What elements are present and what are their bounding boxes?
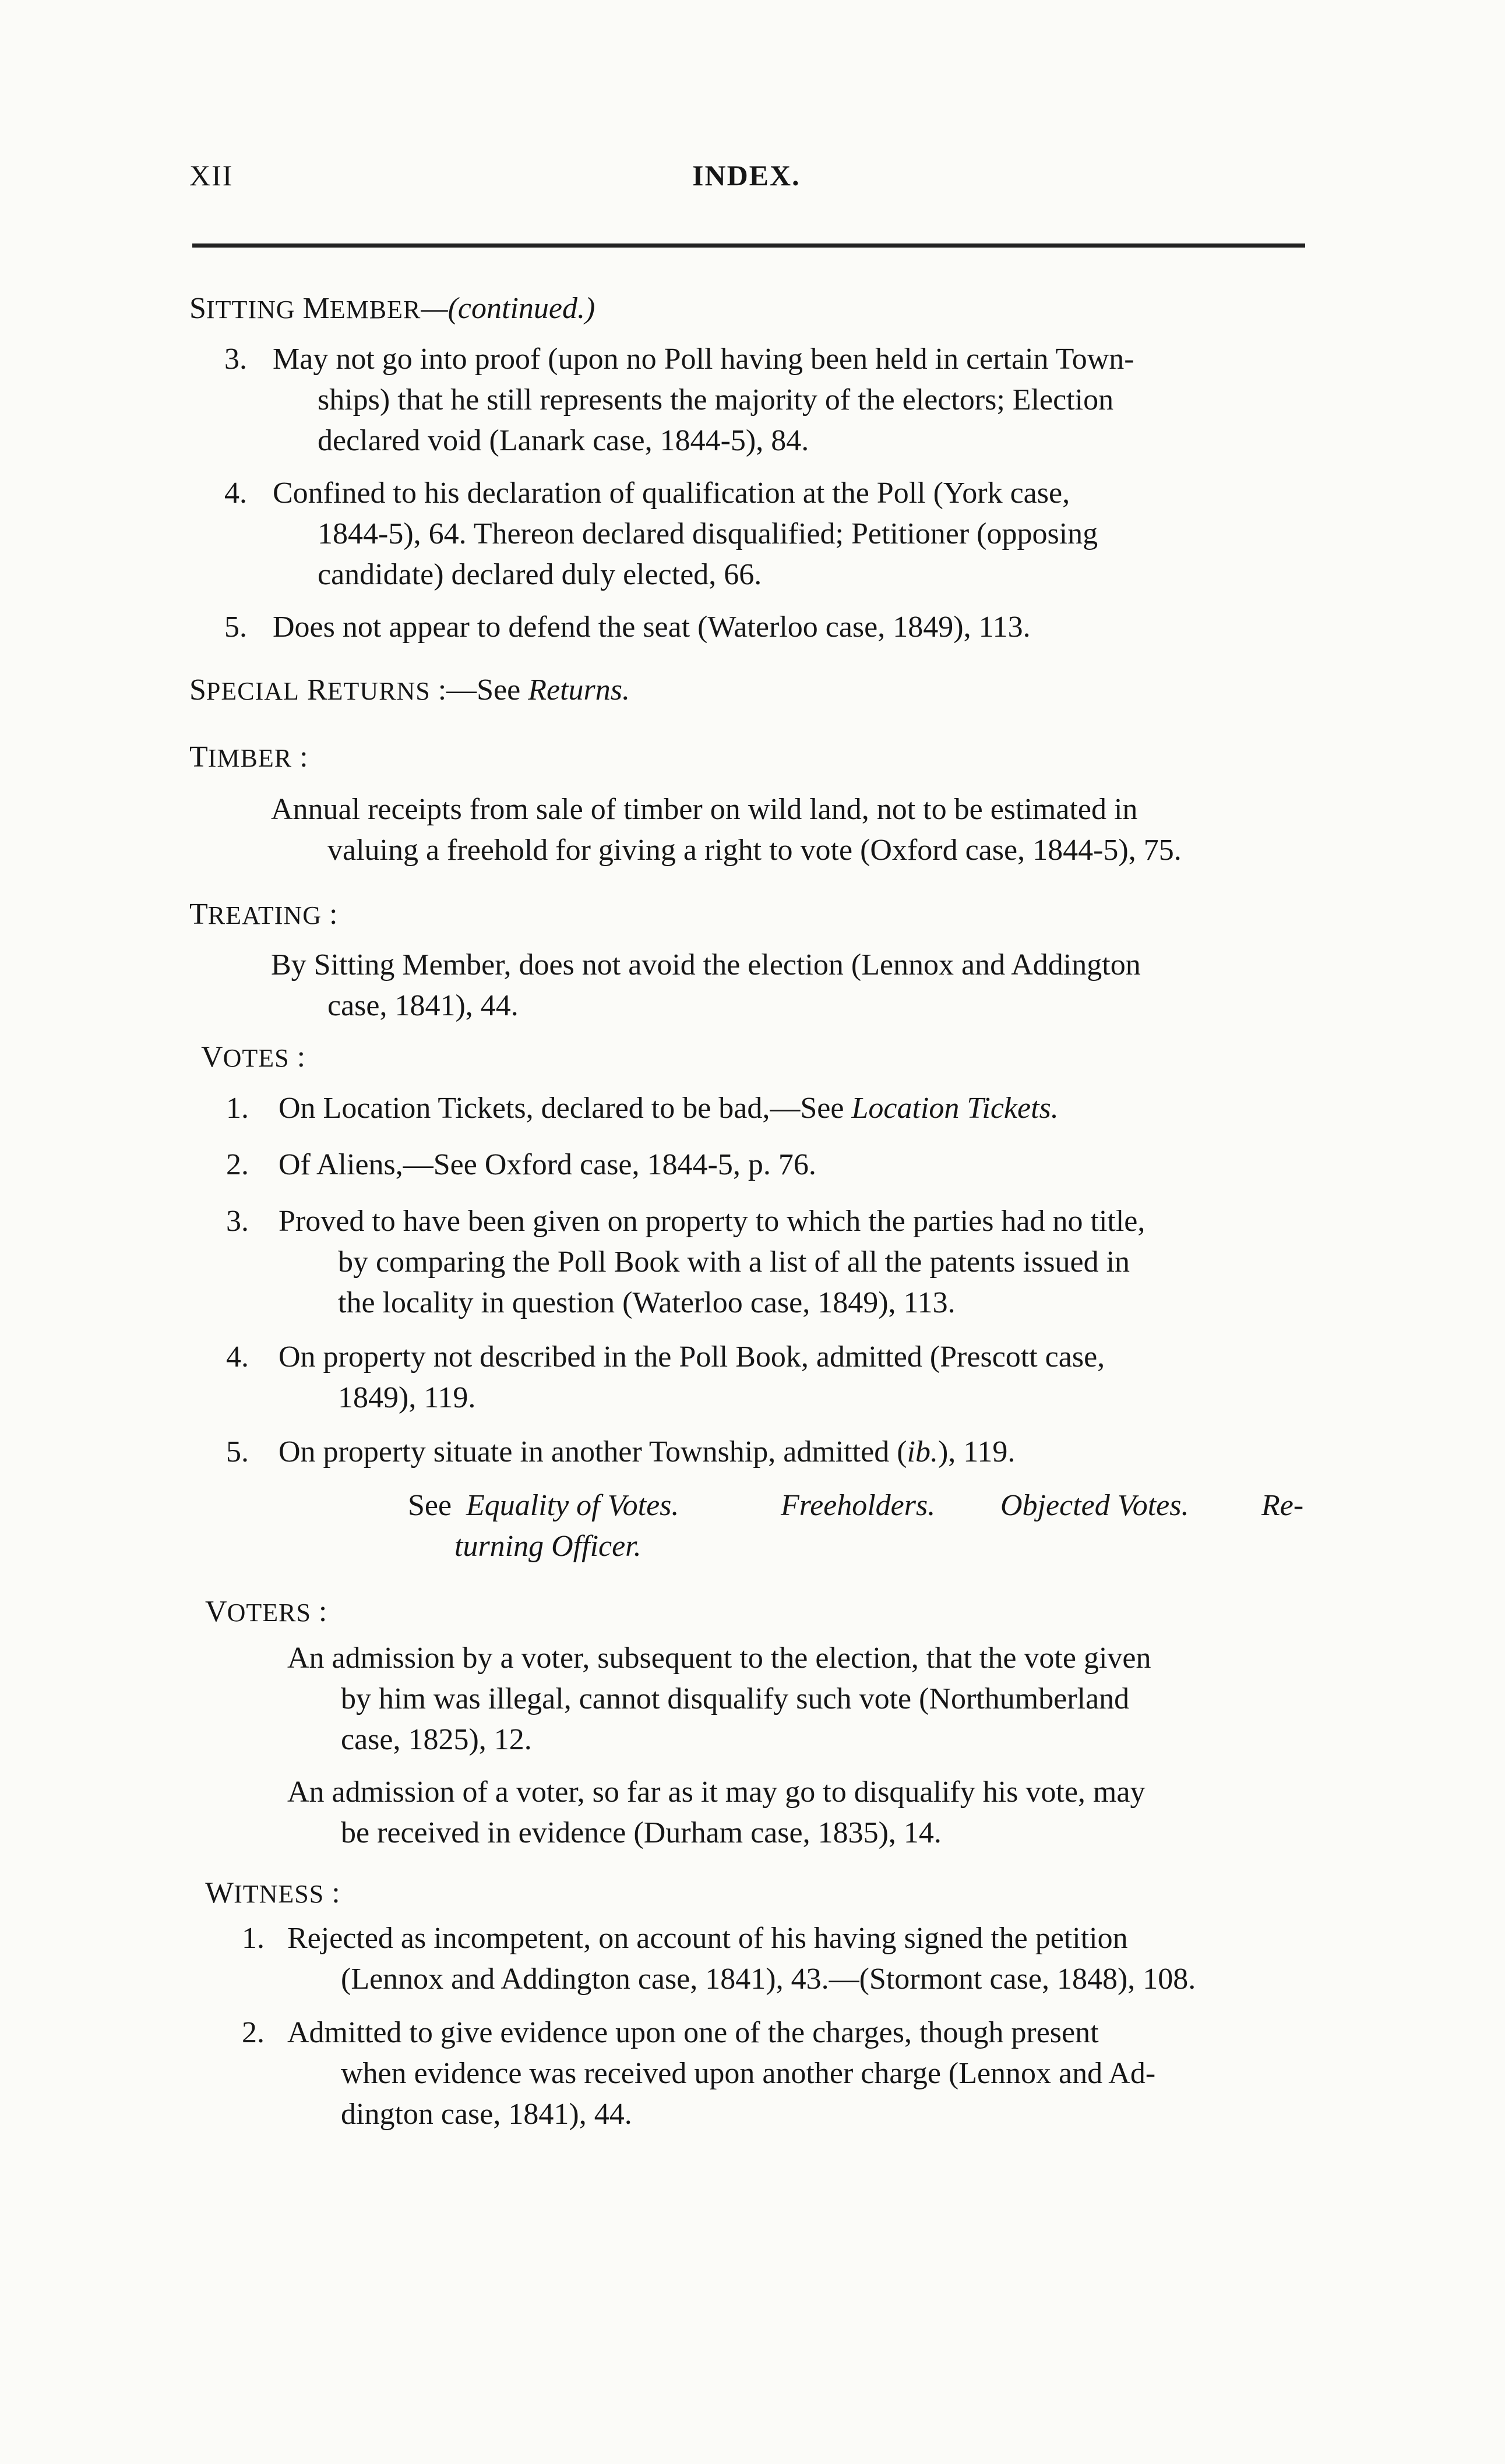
text-line: by him was illegal, cannot disqualify such vote (Northumberland bbox=[341, 1682, 1130, 1715]
item-number: 2. bbox=[226, 1148, 249, 1181]
text-line: 1844-5), 64. Thereon declared disqualified; Petitioner (opposing bbox=[318, 517, 1098, 550]
cross-reference[interactable]: Re- bbox=[1261, 1489, 1304, 1522]
text-line: Proved to have been given on property to which the parties had no title, bbox=[279, 1205, 1146, 1238]
cross-reference[interactable]: Location Tickets. bbox=[851, 1092, 1059, 1125]
see-also: See bbox=[408, 1489, 452, 1522]
section-heading-voters: VOTERS : bbox=[205, 1595, 327, 1628]
item-number: 4. bbox=[224, 476, 247, 510]
cross-reference[interactable]: Freeholders. bbox=[781, 1489, 936, 1522]
item-number: 5. bbox=[226, 1435, 249, 1468]
text-line: An admission by a voter, subsequent to the election, that the vote given bbox=[287, 1642, 1151, 1675]
section-heading-sitting-member: SITTING MEMBER—(continued.) bbox=[189, 292, 595, 325]
text-line: 1849), 119. bbox=[338, 1381, 476, 1414]
text-line: Confined to his declaration of qualification at the Poll (York case, bbox=[273, 476, 1070, 510]
text-line: Rejected as incompetent, on account of his having signed the petition bbox=[287, 1922, 1128, 1955]
text-line: declared void (Lanark case, 1844-5), 84. bbox=[318, 424, 809, 457]
cross-reference[interactable]: Equality of Votes. bbox=[466, 1489, 679, 1522]
text-line: candidate) declared duly elected, 66. bbox=[318, 558, 762, 591]
text-line: By Sitting Member, does not avoid the election (Lennox and Addington bbox=[271, 948, 1141, 982]
section-heading-timber: TIMBER : bbox=[189, 740, 308, 774]
text-line: case, 1841), 44. bbox=[327, 989, 519, 1022]
text-line: An admission of a voter, so far as it may go to disqualify his vote, may bbox=[287, 1775, 1146, 1809]
item-number: 4. bbox=[226, 1340, 249, 1374]
text-line: the locality in question (Waterloo case, 1849), 113. bbox=[338, 1286, 956, 1319]
text-line: Admitted to give evidence upon one of the charges, though present bbox=[287, 2016, 1099, 2049]
page-number: XII bbox=[189, 159, 234, 192]
item-number: 1. bbox=[242, 1922, 265, 1955]
cross-reference[interactable]: turning Officer. bbox=[454, 1530, 642, 1563]
text-line: On property situate in another Township, admitted (ib.), 119. bbox=[279, 1435, 1016, 1468]
section-heading-votes: VOTES : bbox=[201, 1040, 306, 1074]
text-line: On Location Tickets, declared to be bad,—See Location Tickets. bbox=[279, 1092, 1059, 1125]
section-heading-special-returns: SPECIAL RETURNS :—See Returns. bbox=[189, 673, 630, 707]
text-line: May not go into proof (upon no Poll having been held in certain Town- bbox=[273, 343, 1134, 376]
text-line: Of Aliens,—See Oxford case, 1844-5, p. 76. bbox=[279, 1148, 816, 1181]
running-title: INDEX. bbox=[692, 159, 801, 192]
text-line: (Lennox and Addington case, 1841), 43.—(Stormont case, 1848), 108. bbox=[341, 1962, 1196, 1996]
text-line: be received in evidence (Durham case, 1835), 14. bbox=[341, 1816, 942, 1849]
item-number: 5. bbox=[224, 610, 247, 644]
item-number: 3. bbox=[224, 343, 247, 376]
header-rule bbox=[192, 243, 1305, 248]
item-number: 2. bbox=[242, 2016, 265, 2049]
item-number: 1. bbox=[226, 1092, 249, 1125]
text-line: ships) that he still represents the majority of the electors; Election bbox=[318, 383, 1114, 416]
text-line: On property not described in the Poll Book, admitted (Prescott case, bbox=[279, 1340, 1105, 1374]
text-line: Does not appear to defend the seat (Waterloo case, 1849), 113. bbox=[273, 610, 1031, 644]
cross-reference[interactable]: Objected Votes. bbox=[1000, 1489, 1189, 1522]
section-heading-witness: WITNESS : bbox=[205, 1876, 340, 1909]
text-line: when evidence was received upon another charge (Lennox and Ad- bbox=[341, 2057, 1156, 2090]
text-line: Annual receipts from sale of timber on wild land, not to be estimated in bbox=[271, 793, 1138, 826]
text-line: by comparing the Poll Book with a list of all the patents issued in bbox=[338, 1245, 1130, 1279]
item-number: 3. bbox=[226, 1205, 249, 1238]
text-line: dington case, 1841), 44. bbox=[341, 2098, 632, 2131]
text-line: case, 1825), 12. bbox=[341, 1723, 532, 1756]
section-heading-treating: TREATING : bbox=[189, 898, 338, 931]
text-line: valuing a freehold for giving a right to vote (Oxford case, 1844-5), 75. bbox=[327, 834, 1182, 867]
